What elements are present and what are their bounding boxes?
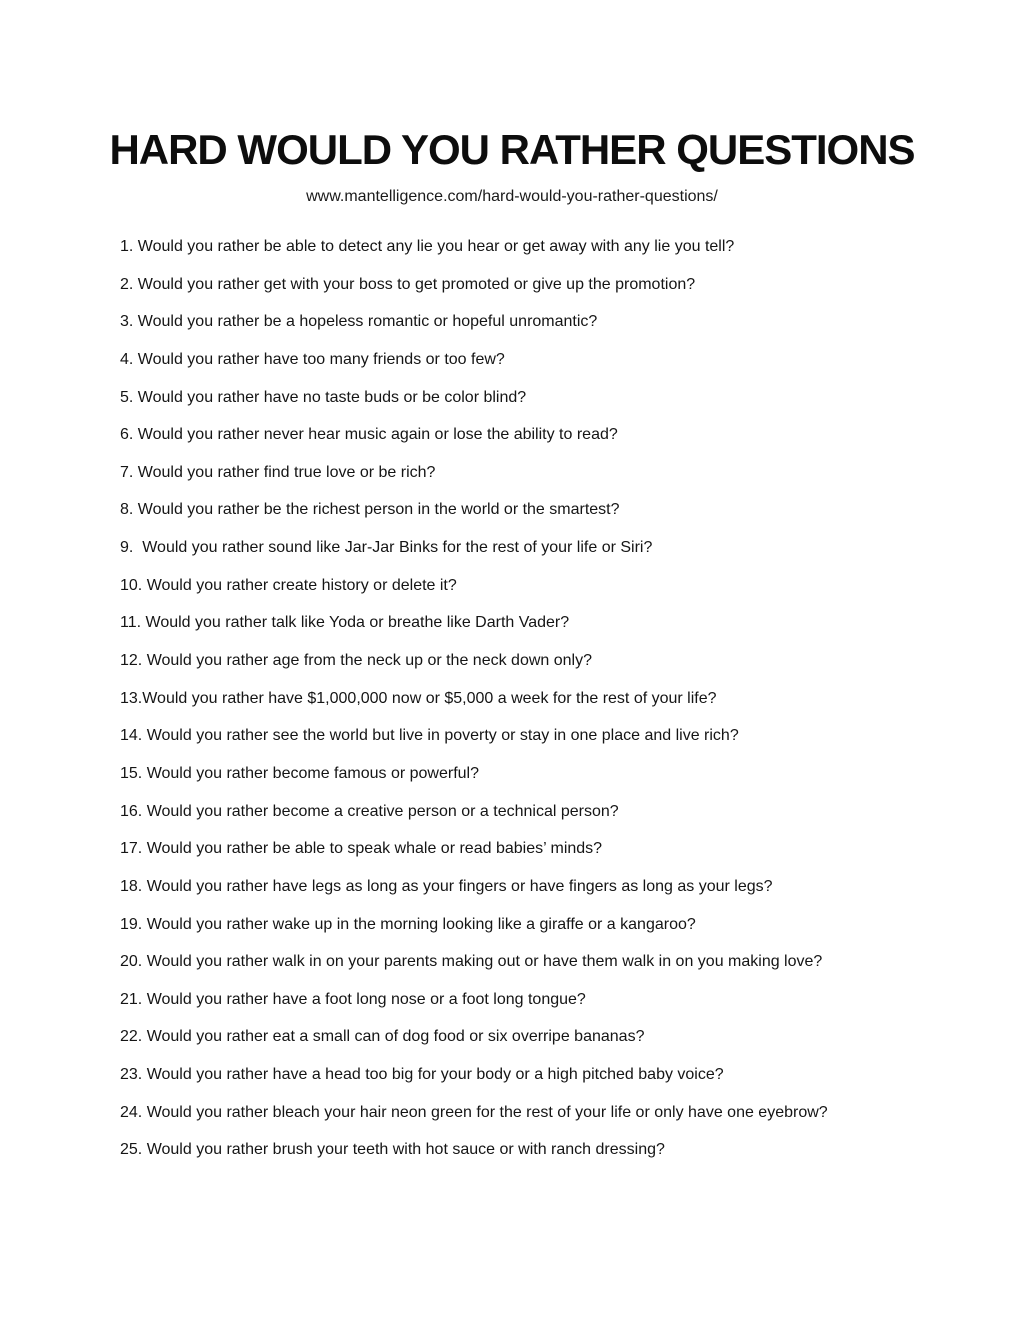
source-url: www.mantelligence.com/hard-would-you-rather-questions/ <box>306 188 718 205</box>
page-title: HARD WOULD YOU RATHER QUESTIONS <box>109 126 915 173</box>
question-item: 20. Would you rather walk in on your parents making out or have them walk in on you making love? <box>120 953 823 971</box>
question-item: 3. Would you rather be a hopeless romantic or hopeful unromantic? <box>120 313 598 331</box>
question-item: 24. Would you rather bleach your hair neon green for the rest of your life or only have one eyebrow? <box>120 1103 828 1121</box>
question-item: 5. Would you rather have no taste buds or be color blind? <box>120 388 527 406</box>
question-item: 17. Would you rather be able to speak whale or read babies’ minds? <box>120 840 603 858</box>
question-item: 1. Would you rather be able to detect any lie you hear or get away with any lie you tell? <box>120 238 735 255</box>
question-item: 25. Would you rather brush your teeth with hot sauce or with ranch dressing? <box>120 1141 665 1159</box>
question-item: 22. Would you rather eat a small can of dog food or six overripe bananas? <box>120 1028 645 1046</box>
question-item: 8. Would you rather be the richest person in the world or the smartest? <box>120 501 620 519</box>
question-item: 13.Would you rather have $1,000,000 now or $5,000 a week for the rest of your life? <box>120 689 717 707</box>
question-item: 6. Would you rather never hear music again or lose the ability to read? <box>120 426 618 444</box>
question-item: 15. Would you rather become famous or powerful? <box>120 764 480 782</box>
question-item: 12. Would you rather age from the neck up or the neck down only? <box>120 652 592 670</box>
question-item: 9. Would you rather sound like Jar-Jar Binks for the rest of your life or Siri? <box>120 539 653 557</box>
question-item: 21. Would you rather have a foot long nose or a foot long tongue? <box>120 990 586 1008</box>
question-item: 19. Would you rather wake up in the morning looking like a giraffe or a kangaroo? <box>120 915 696 933</box>
question-item: 10. Would you rather create history or delete it? <box>120 576 457 594</box>
question-item: 18. Would you rather have legs as long as your fingers or have fingers as long as your legs? <box>120 877 773 895</box>
question-list <box>120 236 920 1177</box>
question-item: 7. Would you rather find true love or be rich? <box>120 463 436 481</box>
question-item: 14. Would you rather see the world but live in poverty or stay in one place and live rich? <box>120 727 739 745</box>
question-item: 4. Would you rather have too many friends or too few? <box>120 350 505 368</box>
question-item: 11. Would you rather talk like Yoda or breathe like Darth Vader? <box>120 614 570 632</box>
question-item: 23. Would you rather have a head too big for your body or a high pitched baby voice? <box>120 1066 724 1084</box>
question-item: 16. Would you rather become a creative person or a technical person? <box>120 802 619 820</box>
question-item: 2. Would you rather get with your boss to get promoted or give up the promotion? <box>120 275 696 293</box>
